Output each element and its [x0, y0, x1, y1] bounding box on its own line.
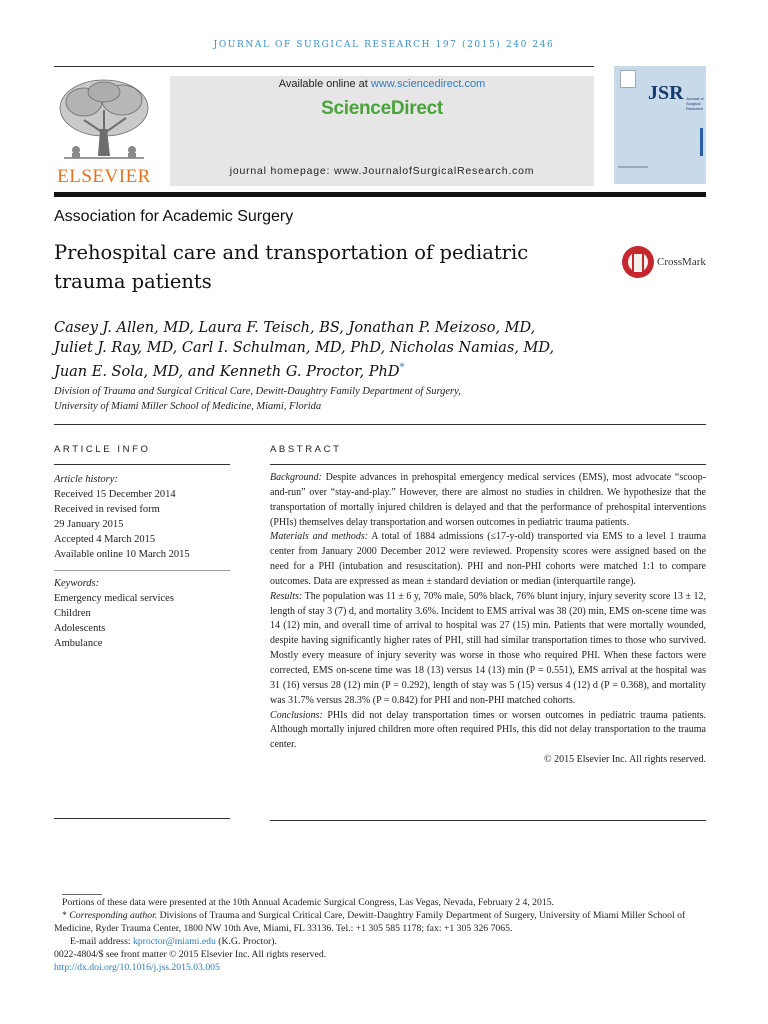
elsevier-wordmark: ELSEVIER	[57, 166, 151, 187]
methods-label: Materials and methods:	[270, 531, 369, 543]
history-revised-date: 29 January 2015	[54, 519, 124, 530]
history-received: Received 15 December 2014	[54, 489, 176, 500]
cover-subtitle: Journal of Surgical Research	[686, 96, 704, 111]
footnote-issn: 0022-4804/$ see front matter © 2015 Elsevier Inc. All rights reserved.	[54, 949, 327, 960]
crossmark-label: CrossMark	[657, 256, 706, 268]
history-online: Available online 10 March 2015	[54, 549, 190, 560]
history-revised-label: Received in revised form	[54, 504, 160, 515]
footnote-corresponding	[54, 909, 706, 935]
journal-cover-thumbnail	[614, 66, 706, 184]
abstract-results	[270, 590, 706, 709]
abstract-bottom-rule	[270, 820, 706, 821]
cover-publisher-icon	[620, 70, 636, 88]
corresponding-text: Divisions of Trauma and Surgical Critical Care, Dewitt-Daughtry Family Department of Surgery, University of Miami Miller School of Medicine, Ryder Trauma Center, 1800 NW 10th Ave, Miami, FL 33136. Tel.: +1 305 585 1178; fax: +1 305 326 7065.	[54, 910, 686, 934]
header-top-rule	[54, 66, 594, 67]
available-online-line	[170, 78, 594, 90]
corresponding-label: Corresponding author.	[69, 910, 158, 921]
author-list	[54, 318, 674, 382]
association-label: Association for Academic Surgery	[54, 208, 294, 225]
author-line-3-text: Juan E. Sola, MD, and Kenneth G. Proctor, PhD	[54, 363, 400, 380]
journal-homepage: journal homepage: www.JournalofSurgicalResearch.com	[229, 165, 535, 177]
abstract-conclusions	[270, 709, 706, 754]
email-link[interactable]: kproctor@miami.edu	[132, 936, 216, 947]
footnote-email	[54, 935, 706, 948]
corresponding-author-marker[interactable]: *	[399, 362, 405, 373]
background-label: Background:	[270, 472, 322, 483]
journal-running-head: JOURNAL OF SURGICAL RESEARCH 197 (2015) 240 246	[213, 40, 555, 50]
cover-title: JSR	[648, 82, 684, 104]
article-info-heading: ARTICLE INFO	[54, 444, 151, 455]
author-line-1: Casey J. Allen, MD, Laura F. Teisch, BS, Jonathan P. Meizoso, MD,	[54, 320, 536, 336]
article-info-rule	[54, 464, 230, 465]
background-text: Despite advances in prehospital emergency medical services (EMS), most advocate “scoop-and-run” over “stay-and-play.” However, there are almost no studies in children. We hypothesize that the transportation of mortally injured children is delayed and that the performance of prehospital interventions (PHIs) themselves delay transportation and worsen outcomes in pediatric trauma patients.	[270, 472, 706, 528]
article-title-line-2: trauma patients	[54, 270, 212, 293]
crossmark-icon	[620, 244, 656, 284]
author-line-2: Juliet J. Ray, MD, Carl I. Schulman, MD, PhD, Nicholas Namias, MD,	[54, 340, 555, 356]
affiliation-line-2: University of Miami Miller School of Medicine, Miami, Florida	[54, 401, 322, 412]
footnote-presented: Portions of these data were presented at the 10th Annual Academic Surgical Congress, Las Vegas, Nevada, February 2 4, 2015.	[62, 897, 554, 908]
email-label: E-mail address:	[70, 936, 133, 947]
sciencedirect-link[interactable]: www.sciencedirect.com	[370, 78, 486, 90]
conclusions-label: Conclusions:	[270, 709, 323, 721]
cover-footer-mark	[618, 166, 648, 168]
abstract-background	[270, 471, 706, 530]
abstract-copyright: © 2015 Elsevier Inc. All rights reserved.	[543, 754, 706, 766]
abstract-methods	[270, 530, 706, 589]
footnote-star: *	[62, 910, 67, 921]
conclusions-text: PHIs did not delay transportation times or worsen outcomes in pediatric trauma patients. Although mortally injured children more often required PHIs, this did not delay transportation to the trauma center.	[270, 709, 706, 751]
article-title-line-1: Prehospital care and transportation of pediatric	[54, 241, 529, 264]
section-divider	[54, 424, 706, 425]
email-suffix: (K.G. Proctor).	[215, 936, 277, 947]
keyword-item: Emergency medical services	[54, 593, 174, 604]
footnotes	[54, 893, 706, 974]
methods-text: A total of 1884 admissions (≤17-y-old) transported via EMS to a level 1 trauma center from January 2000 December 2012 were reviewed. Propensity scores were assigned based on the need for a PHI (intubation and resuscitation). PHI and non-PHI cohorts were matched 1:1 to compare outcomes. Data are expressed as mean ± standard deviation or median (interquartile range).	[270, 531, 707, 587]
cover-stripe	[700, 128, 703, 156]
header-bottom-rule	[54, 192, 706, 197]
available-online-label: Available online at	[278, 78, 371, 90]
sciencedirect-logo: ScienceDirect	[321, 98, 443, 119]
keywords-label: Keywords:	[54, 578, 100, 589]
crossmark-badge[interactable]	[620, 244, 710, 280]
author-line-3	[54, 358, 674, 382]
keyword-item: Children	[54, 608, 91, 619]
results-text: The population was 11 ± 6 y, 70% male, 50% black, 76% blunt injury, injury severity score 13 ± 12, length of stay 3 (7) d, and mortality 3.6%. Incident to EMS arrival was 38 (20) min, EMS on-scene time was 14 (12) min, and overall time of arrival to hospital was 27 (15) min. Patients that were mortally wounded, despite having significantly higher rates of PHI, still had similar transportation times to those who survived. Mostly every measure of injury severity was worse in those who required PHI. When these factors were corrected, EMS on-scene time was 18 (13) versus 14 (13) min (P = 0.551), EMS arrival at the hospital was 31 (16) versus 28 (12) min (P = 0.292), length of stay was 5 (15) versus 4 (12) d (P = 0.368), and mortality was 31.7% versus 28.3% (P = 0.842) for PHI and non-PHI matched cohorts.	[270, 590, 706, 706]
affiliation-line-1: Division of Trauma and Surgical Critical Care, Dewitt-Daughtry Family Department of Surgery,	[54, 386, 461, 397]
affiliation	[54, 384, 674, 414]
article-history	[54, 472, 230, 562]
doi-link[interactable]: http://dx.doi.org/10.1016/j.jss.2015.03.005	[54, 962, 220, 973]
abstract-body	[270, 471, 706, 768]
sciencedirect-banner	[170, 76, 594, 186]
article-history-label: Article history:	[54, 474, 118, 485]
abstract-heading: ABSTRACT	[270, 444, 342, 455]
history-accepted: Accepted 4 March 2015	[54, 534, 156, 545]
abstract-rule	[270, 464, 706, 465]
article-info-bottom-rule	[54, 818, 230, 819]
elsevier-tree-logo	[54, 74, 154, 166]
keywords-rule	[54, 570, 230, 571]
keyword-item: Adolescents	[54, 623, 106, 634]
article-title	[54, 238, 594, 296]
results-label: Results:	[270, 590, 303, 602]
keywords	[54, 576, 230, 651]
keyword-item: Ambulance	[54, 638, 103, 649]
